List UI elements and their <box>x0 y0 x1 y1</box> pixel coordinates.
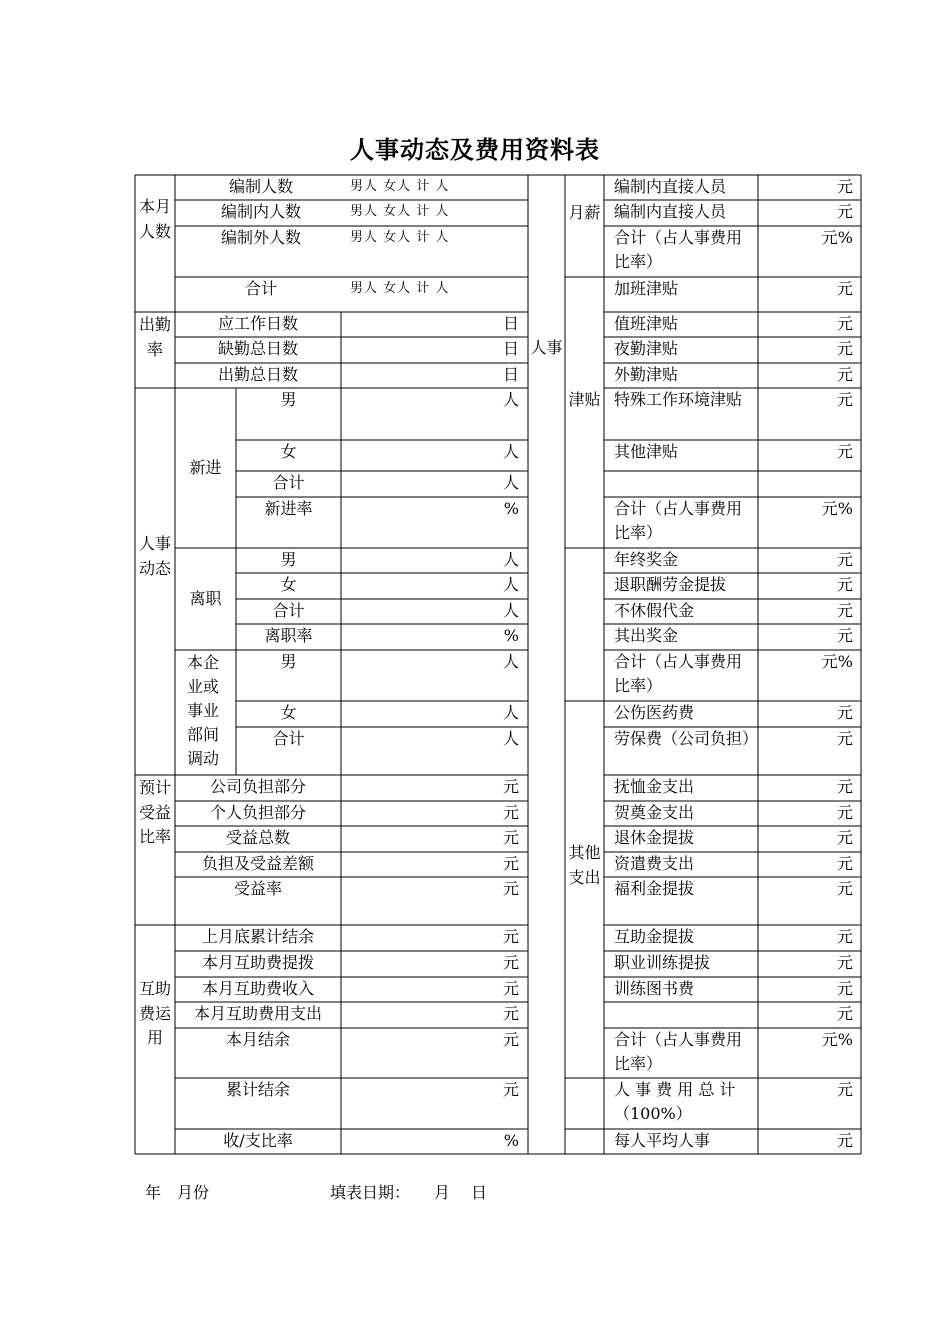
attendance-unit: 日 <box>502 339 519 358</box>
headcount-row-label: 编制内人数 <box>220 202 301 221</box>
group-headcount-label: 本月人数 <box>138 197 171 241</box>
right-item-label: 公伤医药费 <box>614 703 695 722</box>
group-salary-label: 月薪 <box>568 203 601 222</box>
mutual-unit: 元 <box>502 953 519 972</box>
group-benefit-label: 预计受益比率 <box>138 778 171 846</box>
group-personnel-label: 人事 <box>530 338 563 357</box>
mutual-unit: % <box>503 1131 519 1150</box>
right-item-unit: 元 <box>836 927 853 946</box>
right-item-label: 贺奠金支出 <box>614 803 695 822</box>
headcount-gender-fields: 男人 女人 计 人 <box>350 179 450 194</box>
right-item-unit: 元 <box>836 575 853 594</box>
leave-unit: 人 <box>502 601 519 620</box>
mutual-row-label: 本月互助费用支出 <box>193 1004 322 1023</box>
footer-month: 月 <box>434 1183 451 1202</box>
headcount-row-label: 编制外人数 <box>220 228 301 247</box>
mutual-unit: 元 <box>502 1030 519 1049</box>
subgroup-transfer-label: 本企业或事业部间调动 <box>187 653 220 768</box>
attendance-unit: 日 <box>502 365 519 384</box>
group-allowance-label: 津贴 <box>568 390 601 409</box>
right-item-label: 不休假代金 <box>614 601 695 620</box>
headcount-row-label: 合计 <box>244 279 277 298</box>
mutual-unit: 元 <box>502 927 519 946</box>
newhire-row-label: 女 <box>280 442 297 461</box>
mutual-row-label: 收/支比率 <box>223 1131 293 1150</box>
headcount-gender-fields: 男人 女人 计 人 <box>350 281 450 296</box>
attendance-row-label: 应工作日数 <box>217 314 298 333</box>
right-item-label: 编制内直接人员 <box>614 202 727 221</box>
right-item-label: 值班津贴 <box>614 314 679 333</box>
right-item-unit: 元 <box>836 953 853 972</box>
right-item-label: 合计（占人事费用比率） <box>614 652 743 695</box>
right-average-unit: 元 <box>836 1131 853 1150</box>
benefit-row-label: 个人负担部分 <box>209 803 306 822</box>
subgroup-leave-label: 离职 <box>189 589 222 608</box>
benefit-unit: 元 <box>502 879 519 898</box>
right-item-label: 加班津贴 <box>614 279 679 298</box>
right-item-label: 退休金提拔 <box>614 828 695 847</box>
right-item-label: 编制内直接人员 <box>614 177 727 196</box>
right-average-label: 每人平均人事 <box>614 1131 711 1150</box>
right-item-label: 劳保费（公司负担） <box>614 729 759 748</box>
transfer-unit: 人 <box>502 729 519 748</box>
right-item-unit: 元% <box>821 652 853 671</box>
attendance-row-label: 出勤总日数 <box>217 365 298 384</box>
leave-unit: % <box>503 626 519 645</box>
footer-day: 日 <box>471 1183 488 1202</box>
mutual-row-label: 本月互助费提拨 <box>201 953 314 972</box>
benefit-unit: 元 <box>502 777 519 796</box>
benefit-row-label: 负担及受益差额 <box>201 854 314 873</box>
group-other-label: 其他支出 <box>568 843 601 887</box>
newhire-row-label: 男 <box>280 390 297 409</box>
right-item-unit: 元 <box>836 177 853 196</box>
right-item-unit: 元 <box>836 202 853 221</box>
benefit-row-label: 受益率 <box>233 879 282 898</box>
right-item-label: 福利金提拔 <box>614 879 695 898</box>
right-item-label: 退职酬劳金提拔 <box>614 575 727 594</box>
right-item-label: 资遣费支出 <box>614 854 695 873</box>
right-item-unit: 元 <box>836 390 853 409</box>
right-total-unit: 元 <box>836 1080 853 1099</box>
right-item-unit: 元 <box>836 550 853 569</box>
attendance-row-label: 缺勤总日数 <box>217 339 298 358</box>
transfer-row-label: 男 <box>280 652 297 671</box>
newhire-unit: 人 <box>502 390 519 409</box>
leave-row-label: 离职率 <box>264 626 313 645</box>
leave-unit: 人 <box>502 575 519 594</box>
right-item-label: 夜勤津贴 <box>614 339 679 358</box>
right-total-label: 人 事 费 用 总 计（100%） <box>614 1080 736 1123</box>
right-item-unit: 元 <box>836 626 853 645</box>
leave-row-label: 男 <box>280 550 297 569</box>
newhire-row-label: 合计 <box>272 473 305 492</box>
mutual-unit: 元 <box>502 979 519 998</box>
right-item-unit: 元 <box>836 703 853 722</box>
right-item-unit: 元 <box>836 442 853 461</box>
right-item-unit: 元 <box>836 339 853 358</box>
right-item-unit: 元 <box>836 777 853 796</box>
right-item-label: 抚恤金支出 <box>614 777 695 796</box>
right-item-unit: 元 <box>836 279 853 298</box>
newhire-unit: 人 <box>502 442 519 461</box>
right-item-label: 训练图书费 <box>614 979 695 998</box>
mutual-row-label: 上月底累计结余 <box>201 927 314 946</box>
right-item-unit: 元 <box>836 601 853 620</box>
right-item-unit: 元 <box>836 1004 853 1023</box>
group-attendance-label: 出勤率 <box>138 315 171 359</box>
right-item-label: 合计（占人事费用比率） <box>614 499 743 542</box>
right-item-label: 其出奖金 <box>614 626 679 645</box>
right-item-unit: 元 <box>836 365 853 384</box>
page-title: 人事动态及费用资料表 <box>350 135 600 164</box>
subgroup-newhire-label: 新进 <box>189 458 222 477</box>
headcount-row-label: 编制人数 <box>228 177 293 196</box>
headcount-gender-fields: 男人 女人 计 人 <box>350 230 450 245</box>
right-item-unit: 元 <box>836 979 853 998</box>
right-item-unit: 元% <box>821 228 853 247</box>
right-item-label: 特殊工作环境津贴 <box>614 390 743 409</box>
right-item-label: 外勤津贴 <box>614 365 679 384</box>
benefit-unit: 元 <box>502 803 519 822</box>
benefit-unit: 元 <box>502 828 519 847</box>
newhire-unit: 人 <box>502 473 519 492</box>
benefit-unit: 元 <box>502 854 519 873</box>
right-item-label: 职业训练提拔 <box>614 953 711 972</box>
right-item-unit: 元 <box>836 803 853 822</box>
leave-row-label: 女 <box>280 575 297 594</box>
right-item-unit: 元% <box>821 499 853 518</box>
mutual-unit: 元 <box>502 1080 519 1099</box>
right-item-unit: 元 <box>836 828 853 847</box>
leave-unit: 人 <box>502 550 519 569</box>
newhire-row-label: 新进率 <box>264 499 313 518</box>
mutual-row-label: 累计结余 <box>225 1080 290 1099</box>
right-item-unit: 元 <box>836 729 853 748</box>
mutual-row-label: 本月结余 <box>225 1030 290 1049</box>
transfer-unit: 人 <box>502 652 519 671</box>
group-dynamics-label: 人事动态 <box>138 534 171 578</box>
footer-fill-date-label: 填表日期： <box>330 1183 411 1202</box>
footer-year-month: 年 月份 <box>145 1183 210 1202</box>
mutual-unit: 元 <box>502 1004 519 1023</box>
right-item-label: 合计（占人事费用比率） <box>614 1030 743 1073</box>
right-item-unit: 元% <box>821 1030 853 1049</box>
right-item-label: 合计（占人事费用比率） <box>614 228 743 271</box>
right-item-label: 其他津贴 <box>614 442 679 461</box>
benefit-row-label: 受益总数 <box>225 828 290 847</box>
transfer-row-label: 合计 <box>272 729 305 748</box>
right-item-unit: 元 <box>836 314 853 333</box>
attendance-unit: 日 <box>502 314 519 333</box>
right-item-label: 互助金提拔 <box>614 927 695 946</box>
right-item-unit: 元 <box>836 879 853 898</box>
right-item-unit: 元 <box>836 854 853 873</box>
benefit-row-label: 公司负担部分 <box>209 777 306 796</box>
right-item-label: 年终奖金 <box>614 550 679 569</box>
headcount-gender-fields: 男人 女人 计 人 <box>350 204 450 219</box>
transfer-unit: 人 <box>502 703 519 722</box>
mutual-row-label: 本月互助费收入 <box>201 979 314 998</box>
transfer-row-label: 女 <box>280 703 297 722</box>
group-mutual-label: 互助费运用 <box>138 979 171 1047</box>
newhire-unit: % <box>503 499 519 518</box>
leave-row-label: 合计 <box>272 601 305 620</box>
